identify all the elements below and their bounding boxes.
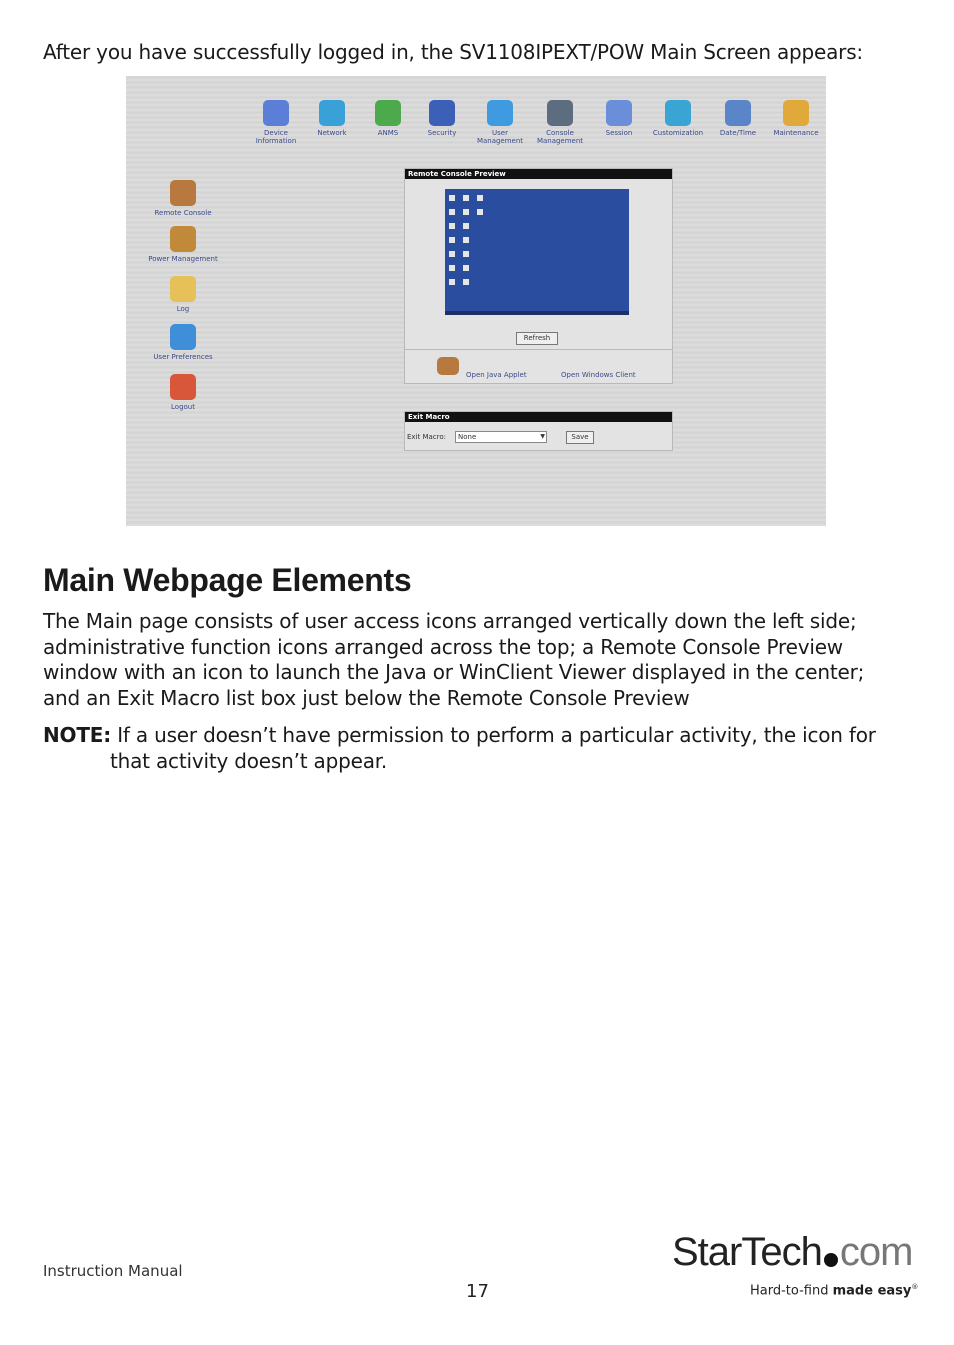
desktop-icon	[449, 209, 455, 215]
top-icon-anms	[358, 100, 418, 137]
logout-icon	[170, 374, 196, 400]
logo-text-suffix: com	[839, 1230, 913, 1274]
logo-text: StarTech	[672, 1230, 822, 1274]
refresh-button[interactable]: Refresh	[516, 332, 558, 345]
paragraph-line: window with an icon to launch the Java or WinClient Viewer displayed in the center;	[43, 660, 865, 684]
tagline	[750, 1283, 918, 1298]
remote-console-preview-panel	[404, 168, 673, 384]
page-number: 17	[466, 1281, 489, 1302]
desktop-icon	[463, 237, 469, 243]
registered-mark: ®	[911, 1283, 919, 1291]
desktop-icon	[449, 223, 455, 229]
top-icon-label: User Management	[476, 129, 524, 145]
top-icon-device-information	[246, 100, 306, 145]
top-icon-label: Date/Time	[719, 129, 757, 137]
left-icon-label: Power Management	[148, 255, 218, 263]
exit-macro-panel	[404, 411, 673, 451]
desktop-icon	[463, 195, 469, 201]
tagline-bold: made easy	[832, 1283, 912, 1299]
java-applet-icon-wrap[interactable]	[433, 357, 463, 378]
desktop-icon	[449, 279, 455, 285]
console-management-icon	[547, 100, 573, 126]
top-icon-label: Console Management	[536, 129, 584, 145]
open-java-applet-link[interactable]: Open Java Applet	[466, 371, 527, 379]
tagline-part: Hard-to-find	[750, 1283, 833, 1299]
left-icon-remote-console	[138, 180, 228, 217]
maintenance-icon	[783, 100, 809, 126]
java-applet-icon	[437, 357, 459, 375]
preview-title: Remote Console Preview	[405, 169, 672, 179]
desktop-icon	[477, 209, 483, 215]
device-information-icon	[263, 100, 289, 126]
left-icon-power-management	[138, 226, 228, 263]
desktop-icon	[463, 209, 469, 215]
desktop-icon	[449, 195, 455, 201]
top-icon-label: ANMS	[377, 129, 399, 137]
paragraph-line: and an Exit Macro list box just below the Remote Console Preview	[43, 685, 690, 710]
left-icon-logout	[138, 374, 228, 411]
save-button[interactable]: Save	[566, 431, 594, 444]
preview-screen[interactable]	[445, 189, 629, 315]
date-time-icon	[725, 100, 751, 126]
desktop-icon	[463, 251, 469, 257]
chevron-down-icon: ▼	[540, 433, 545, 440]
top-icon-maintenance	[766, 100, 826, 137]
desktop-icon	[463, 279, 469, 285]
left-icon-label: Logout	[171, 403, 195, 411]
anms-icon	[375, 100, 401, 126]
top-icon-user-management	[470, 100, 530, 145]
exit-macro-select[interactable]	[455, 431, 547, 443]
user-management-icon	[487, 100, 513, 126]
log-icon	[170, 276, 196, 302]
top-icon-security	[412, 100, 472, 137]
exit-macro-label: Exit Macro:	[407, 433, 447, 441]
top-icon-label: Network	[317, 129, 347, 137]
description-paragraph	[43, 609, 903, 711]
top-icon-date-time	[708, 100, 768, 137]
main-screen-screenshot	[126, 76, 826, 526]
left-icon-label: User Preferences	[153, 353, 213, 361]
top-icon-label: Device Information	[255, 129, 297, 145]
paragraph-line: The Main page consists of user access icons arranged vertically down the left side;	[43, 609, 857, 633]
left-icon-label: Remote Console	[154, 209, 212, 217]
desktop-icon	[463, 265, 469, 271]
network-icon	[319, 100, 345, 126]
desktop-icon	[449, 251, 455, 257]
user-preferences-icon	[170, 324, 196, 350]
left-icon-user-preferences	[138, 324, 228, 361]
open-windows-client-link[interactable]: Open Windows Client	[561, 371, 636, 379]
paragraph-line: administrative function icons arranged across the top; a Remote Console Preview	[43, 634, 843, 659]
top-icon-label: Customization	[652, 129, 704, 137]
security-icon	[429, 100, 455, 126]
customization-icon	[665, 100, 691, 126]
remote-console-icon	[170, 180, 196, 206]
startech-logo	[672, 1230, 912, 1275]
section-heading: Main Webpage Elements	[43, 562, 412, 598]
note-label: NOTE:	[43, 723, 112, 747]
intro-text: After you have successfully logged in, the SV1108IPEXT/POW Main Screen appears:	[43, 40, 863, 64]
manual-label: Instruction Manual	[43, 1262, 183, 1280]
desktop-icon	[449, 265, 455, 271]
top-icon-label: Maintenance	[773, 129, 819, 137]
top-icon-network	[302, 100, 362, 137]
desktop-icon	[477, 195, 483, 201]
note-text-line2: that activity doesn’t appear.	[110, 749, 388, 773]
logo-dot-icon	[824, 1253, 838, 1267]
session-icon	[606, 100, 632, 126]
left-icon-log	[138, 276, 228, 313]
exit-macro-value: None	[458, 433, 477, 441]
desktop-icon	[449, 237, 455, 243]
exit-macro-title: Exit Macro	[405, 412, 672, 422]
power-management-icon	[170, 226, 196, 252]
top-icon-customization	[648, 100, 708, 137]
top-icon-label: Session	[605, 129, 633, 137]
left-icon-label: Log	[176, 305, 190, 313]
desktop-icon	[463, 223, 469, 229]
top-icon-label: Security	[427, 129, 457, 137]
top-icon-session	[589, 100, 649, 137]
note-text-line1: If a user doesn’t have permission to perform a particular activity, the icon for	[111, 723, 876, 747]
top-icon-console-management	[530, 100, 590, 145]
note-block	[43, 722, 903, 774]
